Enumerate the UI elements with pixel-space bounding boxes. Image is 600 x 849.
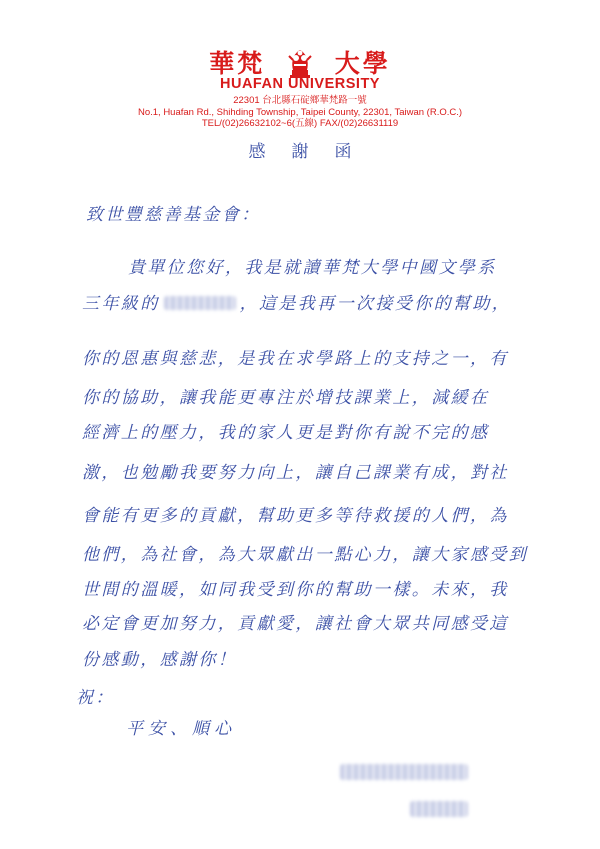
contact-numbers: TEL/(02)26632102~6(五線) FAX/(02)26631119 <box>201 118 399 129</box>
body-line-1: 貴單位您好，我是就讀華梵大學中國文學系 <box>128 258 497 278</box>
address-chinese: 22301 台北縣石碇鄉華梵路一號 <box>233 95 367 106</box>
body-line-5: 經濟上的壓力，我的家人更是對你有說不完的感 <box>82 423 490 443</box>
body-line-3: 你的恩惠與慈悲，是我在求學路上的支持之一，有 <box>82 349 509 369</box>
university-name <box>0 44 600 79</box>
letter-heading: 感謝函 <box>248 142 378 162</box>
body-line-11: 份感動，感謝你！ <box>82 650 238 670</box>
body-line-2-start: 三年級的 <box>82 294 160 314</box>
body-line-2 <box>82 289 511 314</box>
wishes: 平安、順心 <box>126 719 236 739</box>
address-english: No.1, Huafan Rd., Shihding Township, Taipei County, 22301, Taiwan (R.O.C.) <box>137 106 463 118</box>
university-emblem-icon <box>285 44 315 78</box>
body-line-6: 激，也勉勵我要努力向上，讓自己課業有成，對社 <box>82 463 509 483</box>
redacted-student-name <box>164 296 236 310</box>
university-name-right: 大學 <box>334 49 391 78</box>
redacted-signature-name <box>410 801 468 817</box>
closing: 祝： <box>76 688 115 708</box>
body-line-2-end: ，這是我再一次接受你的幫助， <box>239 294 512 314</box>
body-line-10: 必定會更加努力，貢獻愛，讓社會大眾共同感受這 <box>82 614 509 634</box>
body-line-9: 世間的溫暖，如同我受到你的幫助一樣。未來，我 <box>82 580 509 600</box>
body-line-4: 你的協助，讓我能更專注於增技課業上，減緩在 <box>82 388 490 408</box>
redacted-department-signature <box>340 764 468 780</box>
university-english-name: HUAFAN UNIVERSITY <box>220 76 380 92</box>
body-line-7: 會能有更多的貢獻，幫助更多等待救援的人們，為 <box>82 506 509 526</box>
salutation: 致世豐慈善基金會： <box>86 205 261 225</box>
university-name-left: 華梵 <box>209 49 266 78</box>
body-line-8: 他們，為社會，為大眾獻出一點心力，讓大家感受到 <box>82 545 529 565</box>
letterhead-address-block <box>0 95 600 130</box>
